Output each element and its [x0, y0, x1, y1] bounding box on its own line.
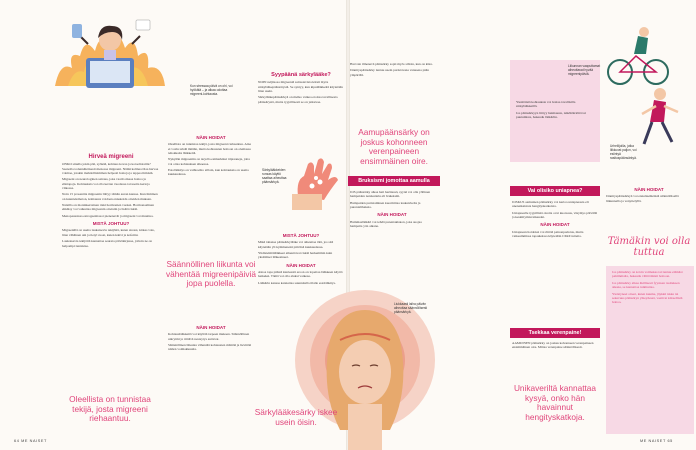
paragraph: JOS päänsärky alkaa heti herätessä, syynä voi olla yöllinen hampaiden narskuttelu eli bruksismi.: [350, 190, 431, 199]
paragraph: Yksittäisiä kohtauksia voi hoitaa tavallisilla särkylääkkeillä.: [516, 100, 576, 109]
paragraph: Nykyään migreeniin on tarjolla esimerkiksi triptaaneja, joita voi ottaa kohtauksen alkaessa.: [168, 157, 250, 166]
paragraph: Hampaiden puristaminen kuormittaa leukanivelta ja purentalihaksia.: [350, 200, 421, 210]
paragraph: Oleellista on tunnistaa tekijä, josta migreeni riehaantuu. Aina ei voida tehdä mitään, mutta kohtausten hoitoon on olemassa tehokkaita lääkkeitä.: [168, 142, 251, 155]
sport-caption: Liikunnan vaaputtamat aiheuttavat hyvää migreenipäiviä.: [568, 64, 601, 76]
blood-pressure-text: [512, 341, 598, 371]
paragraph: Yhdistelmälääkkeet aiheuttavat riskiä herkemmin kuin yksittäiset lääkeaineet.: [258, 250, 333, 260]
paragraph: Särkylääkepäänsärkyä on melko vaikea erottaa tavallisesta päänsärystä, mutta tyypillisesti se on jatkuvaa.: [258, 95, 338, 104]
paragraph: ONKO sinulla jokin pää, syökää, kohtaus kovaa ja kotoolistatila? Saanolla todennäköisesti menossa migreeni. Nämä kolmea tilaa harvaa voimaa, jotakin mahdollisimman helposti hoitoja ja tappaa ihmisiä.: [62, 162, 159, 175]
paragraph: Säännöllinen liikunta vähentää kohtausten määrää ja lievittää niiden voimakkuutta.: [168, 342, 252, 352]
pull-quote-6: Tämäkin voi olla tuttua: [607, 236, 691, 258]
paragraph: Jännityspäänsärky tuntuu usein puristavana vanteena pään ympärillä.: [350, 68, 429, 77]
paragraph: Menopaussissa estrogeenitasot pienenevät ja migreeni voi muuttua.: [62, 213, 154, 218]
folio-right: ME NAISET 65: [640, 439, 673, 443]
paragraph: Jännityspäänsärkyä voi ennaltaehkäistä säännöllisellä liikunnalla ja venyttelyllä.: [606, 194, 679, 203]
paragraph: Jos päänsärky alkaa äkillisesti fyysisen rasituksen aikana, se kannattaa tutkituttaa.: [612, 280, 680, 290]
section-title-cause-2: MISTÄ JOHTUU?: [282, 233, 320, 238]
left-column-2: [168, 132, 254, 228]
section-title-treatment-4: NÄIN HOIDAT: [377, 212, 407, 218]
paragraph: Yleistyneet oireet, kuten kuume, jäykkä niska tai sekavuus päänsäryn yhteydessä, vaativat kiireellistä hoitoa.: [612, 291, 683, 305]
intro-caption: Kun stressaa päivä on ohi, voi hyökätä – ja alkaa odottaa migreeni-kohtausta.: [190, 84, 233, 96]
hand-with-pills-illustration: [290, 150, 346, 210]
paragraph: Kohtauslääkkeitä voi käyttää tarpeen mukaan. Säännöllinen unirytmi ja riittävä nesteytys auttavat.: [168, 332, 250, 341]
section-title-treatment-2: NÄIN HOIDAT: [196, 325, 226, 330]
paragraph: Harvoin ilmenevä päänsärky sopii myös silloin, kun on kiire.: [350, 62, 433, 66]
section-title-cause: MISTÄ JOHTUU?: [92, 221, 130, 227]
band-sleep-apnea: Vai olisiko uniapnea?: [510, 186, 600, 196]
pull-quote-4: Särkylääkesärky iskee usein öisin.: [254, 407, 338, 427]
cyclist-runner-illustration: [598, 14, 696, 164]
runner-caption: Urheilijoilla, jotka liikkuvat paljon, voi esiintyä rasituspäänsärkyä.: [610, 144, 637, 160]
paragraph: Noin 15 prosenttia migreenin liittyy tämän auran kanssa. Kun ihminen on kuuntelematon, kohtausta voidaan ennakoida oireiden mukaan.: [62, 192, 158, 201]
face-caption: Liukkaasti laiha päivän aiheuttaa säännöllisesti päänsärkyä.: [394, 302, 428, 314]
pull-quote-3: Aamupäänsärky on joskus kohonneen verenpaineen ensimmäinen oire.: [358, 127, 430, 166]
left-column-3: [258, 70, 344, 150]
paragraph: Jos päänsärky on kovin voimakas tai tuntuu elämäsi pahimmalta, hakeudu välittömästi hoitoon.: [612, 270, 683, 279]
stressed-woman-illustration: [50, 6, 170, 94]
section-title-treatment-3: NÄIN HOIDAT: [286, 262, 316, 268]
section-title-treatment-5: NÄIN HOIDAT: [540, 222, 570, 228]
right-column-a-top: [516, 100, 594, 160]
paragraph: Ainoa tapa päästä kierteestä eroon on lopettaa lääkkeen käyttö hetkeksi. Tämä voi olla aluksi vaikeaa.: [258, 269, 343, 279]
left-column-2b: [168, 322, 254, 434]
hand-caption: Särkylääkkeiden runsas käyttö saattaa aiheuttaa päänsärkyä.: [262, 168, 287, 184]
center-column-top: [350, 62, 434, 132]
paragraph: Naisilla on moninkertainen riski hormonien vuoksi. Hormonaalinen ehkäisy voi vaikuttaa migreenin oireisiin ja lisätä riskiä.: [62, 203, 155, 212]
paragraph: Hammaslääkäri voi tehdä purentakiskon, joka suojaa hampaita yön aikana.: [350, 219, 422, 228]
paragraph: Mikä tahansa päänsärkylääke voi aiheuttaa tätä, jos sitä käytetään yli kymmenenä päivänä kuukaudessa.: [258, 240, 334, 249]
paragraph: Migreeni on neurologinen sairaus, joka vaatii oikeaa hoitoa ja elintapoja. Kohtauksia voi olla kerran vuodessa tai useita kertoja viikossa.: [62, 177, 150, 190]
sleep-apnea-text: [512, 200, 598, 296]
paragraph: Jos päänsärkyyn liittyy huimausta, näköhäiriöitä tai puutumista, hakeudu lääkäriin.: [516, 110, 586, 120]
paragraph: Migreenillä on useita laukaisevia tekijöitä, kuten stressi, kirkas valo, liian vähäinen uni ja tietyt ruoat, kuten kahvi ja kofeiini.: [62, 228, 155, 237]
right-column-b: [606, 184, 692, 234]
band-blood-pressure: Tsekkaa verenpaine!: [510, 328, 600, 338]
paragraph: Lääkärin kanssa kannattaa suunnitella tilalle estolääkitys.: [258, 280, 336, 285]
right-column-b-pink: [612, 270, 690, 430]
pull-quote-2: Säännöllinen liikunta voi vähentää migreenipäiviä jopa puolella.: [166, 259, 256, 289]
paragraph: Uniapnealle tyypillisiä oireita ovat kuorsaus, väsymys päivällä ja keskittymisvaikeudet.: [512, 210, 598, 220]
paragraph: Uniapnean hoidoksi voi riittää painonpudotus, mutta vaikeammissa tapauksissa käytetään CPAP-laitetta.: [512, 229, 584, 238]
pull-quote-1: Oleellista on tunnistaa tekijä, josta migreeni riehaantuu.: [69, 394, 151, 424]
paragraph: NOIN neljäsosa migreeniä sairastavista kärsii myös särkylääkepäänsärystä. Se syntyy, kun kipulääkkeitä käytetään liian usein.: [258, 80, 343, 93]
band-bruxism: Bruksismi jomottaa aamulla: [348, 176, 440, 186]
paragraph: Laukaisevia tekijöitä kannattaa seurata päiväkirjassa, jolloin ne on helpompi tunnistaa.: [62, 239, 153, 248]
folio-left: 64 ME NAISET: [14, 439, 47, 443]
section-title-migraine: Hirveä migreeni: [88, 154, 134, 160]
paragraph: Estolääkitys on vaihtoehto silloin, kun kohtauksia on useita kuukaudessa.: [168, 168, 249, 177]
paragraph: AAMUINEN päänsärky on joskus kohonneen verenpaineen ensimmäinen oire. Mittaa verenpaine säännöllisesti.: [512, 341, 594, 350]
section-title-painkiller: Syypäänä särkylääke?: [271, 72, 331, 78]
section-title-treatment-6: NÄIN HOIDAT: [634, 187, 664, 192]
section-title-treatment: NÄIN HOIDAT: [196, 135, 226, 140]
left-column-1: [62, 152, 160, 432]
bruxism-text: [350, 190, 434, 270]
paragraph: JOSKUS aamuinen päänsärky voi kertoa uniapneasta eli unenaikaisista hengityskatkoista.: [512, 200, 589, 209]
pull-quote-5: Unikaveriltä kannattaa kysyä, onko hän havainnut hengityskatkoja.: [513, 383, 597, 422]
